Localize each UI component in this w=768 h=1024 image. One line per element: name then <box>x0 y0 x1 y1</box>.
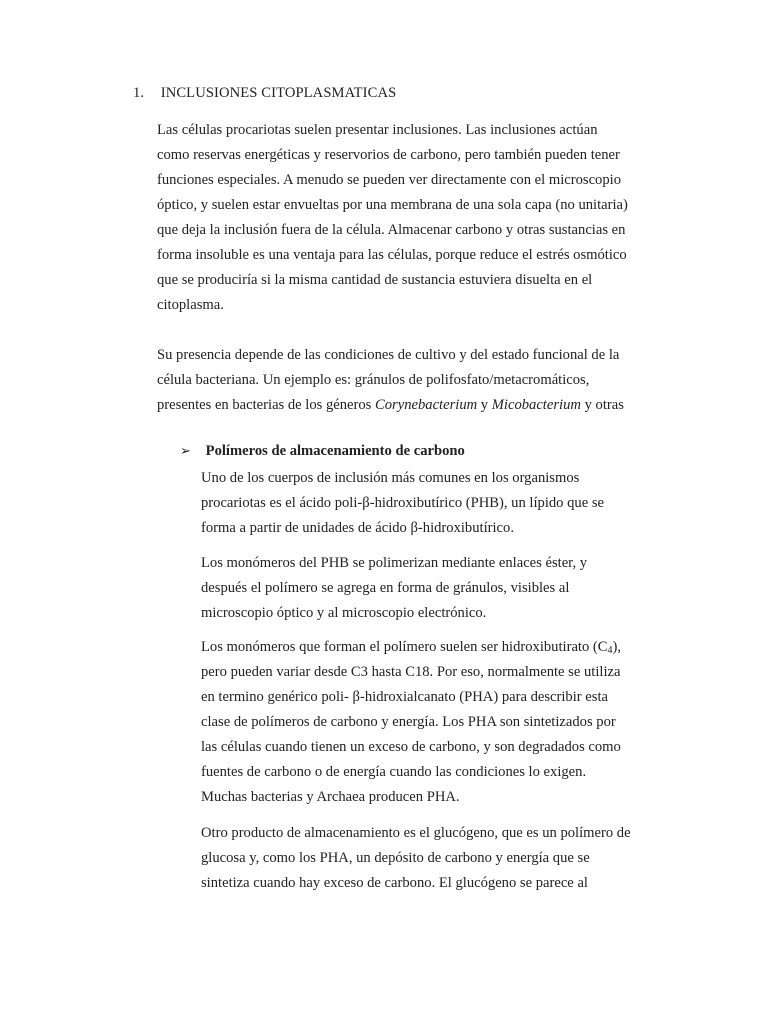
text-line: forma insoluble es una ventaja para las células, porque reduce el estrés osmótico <box>157 247 627 263</box>
section-heading <box>133 85 396 102</box>
text-line-with-subscript <box>201 635 621 660</box>
text-line: después el polímero se agrega en forma de gránulos, visibles al <box>201 580 570 596</box>
text-line: las células cuando tienen un exceso de carbono, y son degradados como <box>201 739 621 755</box>
text-line: célula bacteriana. Un ejemplo es: gránulos de polifosfato/metacromáticos, <box>157 372 590 388</box>
paragraph-glycogen <box>201 821 631 896</box>
text-line: pero pueden variar desde C3 hasta C18. Por eso, normalmente se utiliza <box>201 664 621 680</box>
text-line: que deja la inclusión fuera de la célula. Almacenar carbono y otras sustancias en <box>157 222 626 238</box>
text-line: fuentes de carbono o de energía cuando las condiciones lo exigen. <box>201 764 587 780</box>
paragraph-phb <box>201 466 604 541</box>
text-line: citoplasma. <box>157 297 224 313</box>
text-line: procariotas es el ácido poli-β-hidroxibutírico (PHB), un lípido que se <box>201 495 604 511</box>
bullet-heading-text: Polímeros de almacenamiento de carbono <box>205 443 465 459</box>
paragraph-phb-monomers <box>201 551 587 626</box>
paragraph-pha <box>201 635 621 810</box>
text-fragment: Los monómeros que forman el polímero suelen ser hidroxibutirato (C <box>201 639 608 655</box>
text-line: óptico, y suelen estar envueltas por una membrana de una sola capa (no unitaria) <box>157 197 628 213</box>
text-fragment: ), <box>612 639 622 655</box>
text-line: funciones especiales. A menudo se pueden ver directamente con el microscopio <box>157 172 621 188</box>
text-line: que se produciría si la misma cantidad de sustancia estuviera disuelta en el <box>157 272 593 288</box>
text-line: sintetiza cuando hay exceso de carbono. El glucógeno se parece al <box>201 875 588 891</box>
text-line: microscopio óptico y al microscopio electrónico. <box>201 605 487 621</box>
text-fragment: presentes en bacterias de los géneros <box>157 397 376 413</box>
text-line: Uno de los cuerpos de inclusión más comunes en los organismos <box>201 470 580 486</box>
text-line: como reservas energéticas y reservorios de carbono, pero también pueden tener <box>157 147 620 163</box>
text-line: en termino genérico poli- β-hidroxialcanato (PHA) para describir esta <box>201 689 608 705</box>
text-line: Las células procariotas suelen presentar inclusiones. Las inclusiones actúan <box>157 122 598 138</box>
genus-name: Micobacterium <box>491 397 581 413</box>
section-title: INCLUSIONES CITOPLASMATICAS <box>160 85 397 101</box>
text-line: clase de polímeros de carbono y energía. Los PHA son sintetizados por <box>201 714 616 730</box>
text-line: Su presencia depende de las condiciones de cultivo y del estado funcional de la <box>157 347 620 363</box>
bullet-heading <box>180 440 465 462</box>
text-line: forma a partir de unidades de ácido β-hidroxibutírico. <box>201 520 514 536</box>
paragraph-inclusions-intro <box>157 118 628 318</box>
text-fragment: y otras <box>580 397 624 413</box>
arrow-bullet-icon: ➢ <box>180 443 191 458</box>
genus-name: Corynebacterium <box>375 397 478 413</box>
subscript: 4 <box>607 645 613 656</box>
text-line: Muchas bacterias y Archaea producen PHA. <box>201 789 460 805</box>
paragraph-presence <box>157 343 624 418</box>
text-fragment: y <box>477 397 492 413</box>
text-line-with-genera <box>157 393 624 418</box>
text-line: Los monómeros del PHB se polimerizan mediante enlaces éster, y <box>201 555 588 571</box>
text-line: glucosa y, como los PHA, un depósito de carbono y energía que se <box>201 850 590 866</box>
section-number: 1. <box>133 85 145 101</box>
text-line: Otro producto de almacenamiento es el glucógeno, que es un polímero de <box>201 825 631 841</box>
